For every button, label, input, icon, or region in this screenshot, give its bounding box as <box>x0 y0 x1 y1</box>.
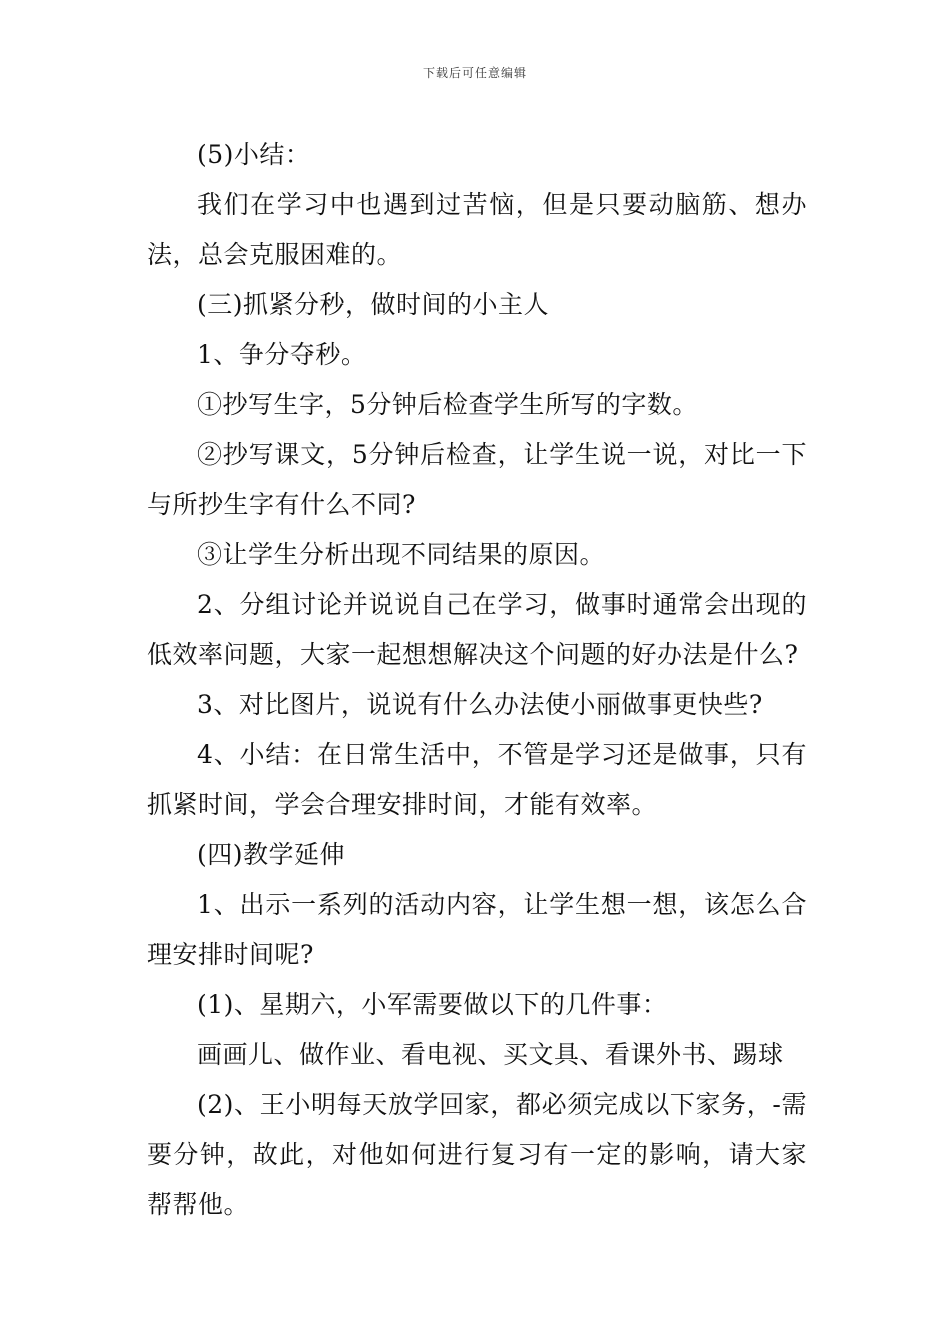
summary-heading: (5)小结： <box>197 140 311 169</box>
section-heading: (三)抓紧分秒，做时间的小主人 <box>197 290 550 319</box>
page-header: 下载后可任意编辑 <box>422 66 527 80</box>
list-item: 2、分组讨论并说说自己在学习，做事时通常会出现的低效率问题，大家一起想想解决这个问题的好办法是什么? <box>147 590 807 669</box>
list-item: 3、对比图片，说说有什么办法使小丽做事更快些? <box>197 690 763 719</box>
list-item: (2)、王小明每天放学回家，都必须完成以下家务，-需要分钟，故此，对他如何进行复习有一定的影响，请大家帮帮他。 <box>147 1090 807 1219</box>
activity-list: 画画儿、做作业、看电视、买文具、看课外书、踢球 <box>197 1040 784 1069</box>
list-item: ②抄写课文，5分钟后检查，让学生说一说，对比一下与所抄生字有什么不同? <box>147 440 807 519</box>
list-item: 1、争分夺秒。 <box>197 340 367 369</box>
list-item: ③让学生分析出现不同结果的原因。 <box>197 540 606 569</box>
section-heading: (四)教学延伸 <box>197 840 346 869</box>
list-item: 1、出示一系列的活动内容，让学生想一想，该怎么合理安排时间呢? <box>147 890 807 969</box>
list-item: 4、小结：在日常生活中，不管是学习还是做事，只有抓紧时间，学会合理安排时间，才能有效率。 <box>147 740 807 819</box>
list-item: (1)、星期六，小军需要做以下的几件事： <box>197 990 668 1019</box>
document-body <box>147 130 807 1230</box>
paragraph: 我们在学习中也遇到过苦恼，但是只要动脑筋、想办法，总会克服困难的。 <box>147 190 807 269</box>
list-item: ①抄写生字，5分钟后检查学生所写的字数。 <box>197 390 698 419</box>
